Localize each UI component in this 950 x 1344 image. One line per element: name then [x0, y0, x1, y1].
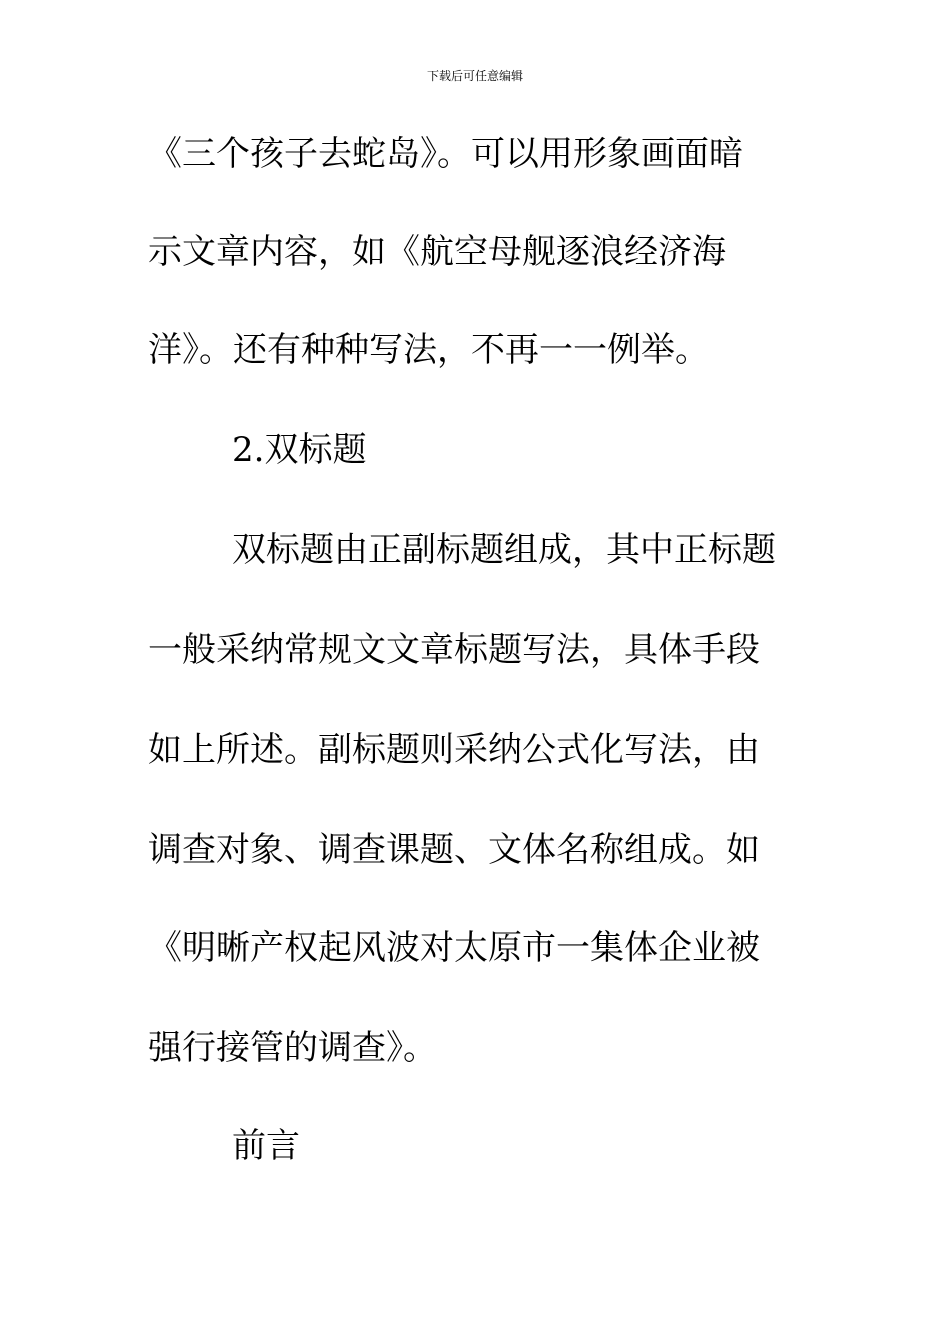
body-line: 双标题由正副标题组成，其中正标题	[232, 530, 776, 570]
body-line: 强行接管的调查》。	[148, 1028, 437, 1068]
body-line: 《三个孩子去蛇岛》。可以用形象画面暗	[148, 134, 743, 174]
body-line: 洋》。还有种种写法，不再一一例举。	[148, 330, 709, 370]
header-note: 下载后可任意编辑	[426, 69, 523, 83]
body-line: 示文章内容，如《航空母舰逐浪经济海	[148, 232, 726, 272]
section-heading-preface: 前言	[232, 1126, 300, 1166]
body-line: 《明晰产权起风波对太原市一集体企业被	[148, 928, 760, 968]
section-heading-double-title: 2.双标题	[232, 430, 367, 470]
body-line: 调查对象、调查课题、文体名称组成。如	[148, 830, 760, 870]
body-line: 一般采纳常规文文章标题写法，具体手段	[148, 630, 760, 670]
body-line: 如上所述。副标题则采纳公式化写法，由	[148, 730, 760, 770]
